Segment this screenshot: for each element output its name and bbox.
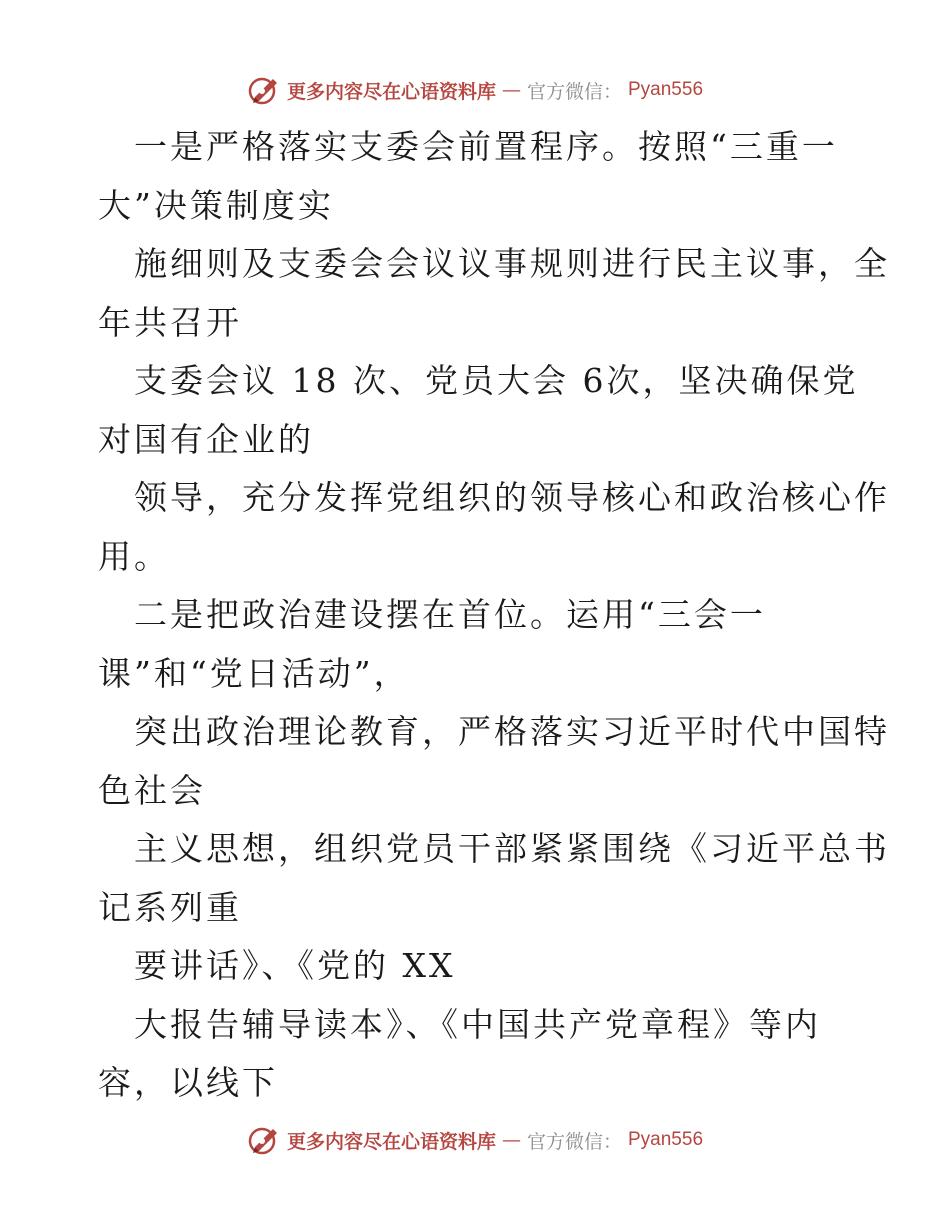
watermark-sub-text: 官方微信： <box>526 1130 622 1153</box>
text-line: 要讲话》、《党的 XX <box>134 946 456 985</box>
text-line: 容，以线下 <box>98 1063 278 1102</box>
watermark-main-text: 更多内容尽在心语资料库 <box>286 80 496 103</box>
text-line: 支委会议 18 次、党员大会 6次，坚决确保党 <box>134 361 859 400</box>
text-line: 大”决策制度实 <box>98 185 334 225</box>
watermark-wechat-id: Pyan556 <box>628 79 704 100</box>
watermark-dash: — <box>501 79 521 101</box>
text-line: 年共召开 <box>98 302 242 342</box>
text-line: 记系列重 <box>98 887 242 927</box>
text-line: 突出政治理论教育，严格落实习近平时代中国特 <box>134 712 890 751</box>
text-line: 领导，充分发挥党组织的领导核心和政治核心作 <box>134 478 890 517</box>
text-line: 对国有企业的 <box>98 419 314 459</box>
watermark-dash: — <box>501 1129 521 1151</box>
watermark-main-text: 更多内容尽在心语资料库 <box>286 1130 496 1153</box>
text-line: 用。 <box>98 536 170 576</box>
text-line: 大报告辅导读本》、《中国共产党章程》等内 <box>134 1004 821 1044</box>
text-line: 二是把政治建设摆在首位。运用“三会一 <box>134 595 766 634</box>
text-line: 主义思想，组织党员干部紧紧围绕《习近平总书 <box>134 829 890 868</box>
header-watermark <box>0 70 950 110</box>
text-line: 施细则及支委会会议议事规则进行民主议事，全 <box>134 244 890 283</box>
watermark-wechat-id: Pyan556 <box>628 1129 704 1150</box>
text-line: 一是严格落实支委会前置程序。按照“三重一 <box>134 127 838 166</box>
watermark-sub-text: 官方微信： <box>526 80 622 103</box>
body-text <box>98 118 890 1113</box>
text-line: 课”和“党日活动”， <box>98 653 410 693</box>
pen-logo-icon <box>247 73 281 107</box>
text-line: 色社会 <box>98 770 206 810</box>
pen-logo-icon <box>247 1123 281 1157</box>
footer-watermark <box>0 1120 950 1160</box>
